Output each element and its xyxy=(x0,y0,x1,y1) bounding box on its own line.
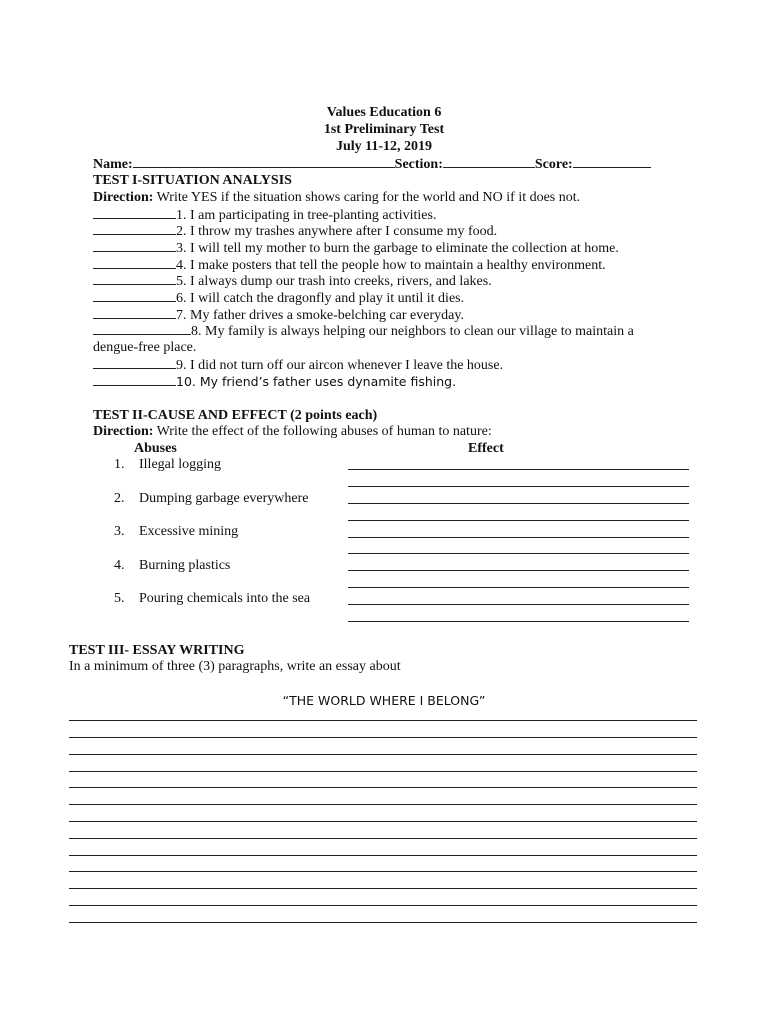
test2-direction-text: Write the effect of the following abuses of human to nature: xyxy=(153,424,492,439)
item-text: 7. My father drives a smoke-belching car everyday. xyxy=(176,308,464,323)
essay-writing-line[interactable] xyxy=(69,922,697,923)
item-text: 1. I am participating in tree-planting activities. xyxy=(176,208,437,223)
effect-column-header: Effect xyxy=(468,441,504,456)
test-date: July 11-12, 2019 xyxy=(335,139,433,154)
student-info-row xyxy=(93,155,651,173)
item-text: 9. I did not turn off our aircon whenever I leave the house. xyxy=(176,358,504,373)
effect-answer-line[interactable] xyxy=(348,587,689,588)
test1-item xyxy=(93,272,492,290)
essay-writing-line[interactable] xyxy=(69,804,697,805)
effect-answer-line[interactable] xyxy=(348,486,689,487)
answer-blank[interactable] xyxy=(93,356,176,369)
test3-instruction: In a minimum of three (3) paragraphs, write an essay about xyxy=(69,659,401,674)
answer-blank[interactable] xyxy=(93,289,176,302)
effect-answer-line[interactable] xyxy=(348,469,689,470)
abuse-item xyxy=(114,591,310,607)
effect-answer-line[interactable] xyxy=(348,520,689,521)
answer-blank[interactable] xyxy=(93,373,176,386)
essay-writing-line[interactable] xyxy=(69,787,697,788)
answer-blank[interactable] xyxy=(93,322,191,335)
abuse-number: 4. xyxy=(114,558,125,573)
test3-title: TEST III- ESSAY WRITING xyxy=(69,643,245,658)
essay-writing-line[interactable] xyxy=(69,905,697,906)
test1-item xyxy=(93,356,503,374)
answer-blank[interactable] xyxy=(93,306,176,319)
test1-item xyxy=(93,289,464,307)
item-text: 5. I always dump our trash into creeks, rivers, and lakes. xyxy=(176,274,492,289)
test1-item xyxy=(93,239,619,257)
section-label: Section: xyxy=(394,157,443,172)
essay-topic: “THE WORLD WHERE I BELONG” xyxy=(282,693,486,708)
effect-answer-line[interactable] xyxy=(348,503,689,504)
worksheet-header xyxy=(0,104,768,155)
abuse-text: Dumping garbage everywhere xyxy=(139,491,309,506)
abuse-number: 2. xyxy=(114,491,125,506)
test2-direction xyxy=(93,423,492,440)
score-label: Score: xyxy=(534,157,573,172)
abuse-item xyxy=(114,457,221,473)
test2-title: TEST II-CAUSE AND EFFECT (2 points each) xyxy=(93,408,378,423)
answer-blank[interactable] xyxy=(93,256,176,269)
effect-answer-line[interactable] xyxy=(348,553,689,554)
abuse-text: Illegal logging xyxy=(139,457,222,472)
test1-item xyxy=(93,322,634,340)
name-label: Name: xyxy=(93,157,133,172)
essay-writing-line[interactable] xyxy=(69,871,697,872)
abuse-text: Excessive mining xyxy=(139,524,239,539)
test1-item xyxy=(93,222,497,240)
essay-writing-line[interactable] xyxy=(69,855,697,856)
item-text: 10. My friend’s father uses dynamite fishing. xyxy=(176,374,457,389)
test1-title: TEST I-SITUATION ANALYSIS xyxy=(93,173,292,188)
effect-answer-line[interactable] xyxy=(348,621,689,622)
abuse-number: 5. xyxy=(114,591,125,606)
answer-blank[interactable] xyxy=(93,239,176,252)
essay-writing-line[interactable] xyxy=(69,888,697,889)
effect-answer-line[interactable] xyxy=(348,537,689,538)
test1-direction xyxy=(93,189,580,206)
abuse-text: Pouring chemicals into the sea xyxy=(139,591,311,606)
abuse-item xyxy=(114,558,230,574)
abuses-column-header: Abuses xyxy=(134,441,177,456)
item-text: 6. I will catch the dragonfly and play it until it dies. xyxy=(176,291,465,306)
answer-blank[interactable] xyxy=(93,272,176,285)
abuse-number: 1. xyxy=(114,457,125,472)
test1-item xyxy=(93,373,456,391)
test-name: 1st Preliminary Test xyxy=(323,122,445,137)
effect-answer-line[interactable] xyxy=(348,570,689,571)
item-text: 3. I will tell my mother to burn the garbage to eliminate the collection at home. xyxy=(176,241,619,256)
item-text: 8. My family is always helping our neighbors to clean our village to maintain a xyxy=(191,324,634,339)
test1-direction-text: Write YES if the situation shows caring for the world and NO if it does not. xyxy=(153,190,581,205)
answer-blank[interactable] xyxy=(93,222,176,235)
essay-writing-line[interactable] xyxy=(69,821,697,822)
test1-direction-label: Direction: xyxy=(93,190,154,205)
essay-writing-line[interactable] xyxy=(69,737,697,738)
test2-direction-label: Direction: xyxy=(93,424,154,439)
abuse-number: 3. xyxy=(114,524,125,539)
score-field[interactable] xyxy=(573,155,651,168)
item-text: 4. I make posters that tell the people how to maintain a healthy environment. xyxy=(176,258,606,273)
essay-writing-line[interactable] xyxy=(69,771,697,772)
abuse-item xyxy=(114,524,238,540)
item-text: 2. I throw my trashes anywhere after I consume my food. xyxy=(176,224,498,239)
essay-writing-line[interactable] xyxy=(69,754,697,755)
abuse-text: Burning plastics xyxy=(139,558,231,573)
effect-answer-line[interactable] xyxy=(348,604,689,605)
name-field[interactable] xyxy=(133,155,395,168)
essay-writing-line[interactable] xyxy=(69,720,697,721)
answer-blank[interactable] xyxy=(93,206,176,219)
section-field[interactable] xyxy=(443,155,535,168)
abuse-item xyxy=(114,491,308,507)
subject-title: Values Education 6 xyxy=(326,105,442,120)
test1-item-continuation: dengue-free place. xyxy=(93,340,197,355)
essay-writing-line[interactable] xyxy=(69,838,697,839)
